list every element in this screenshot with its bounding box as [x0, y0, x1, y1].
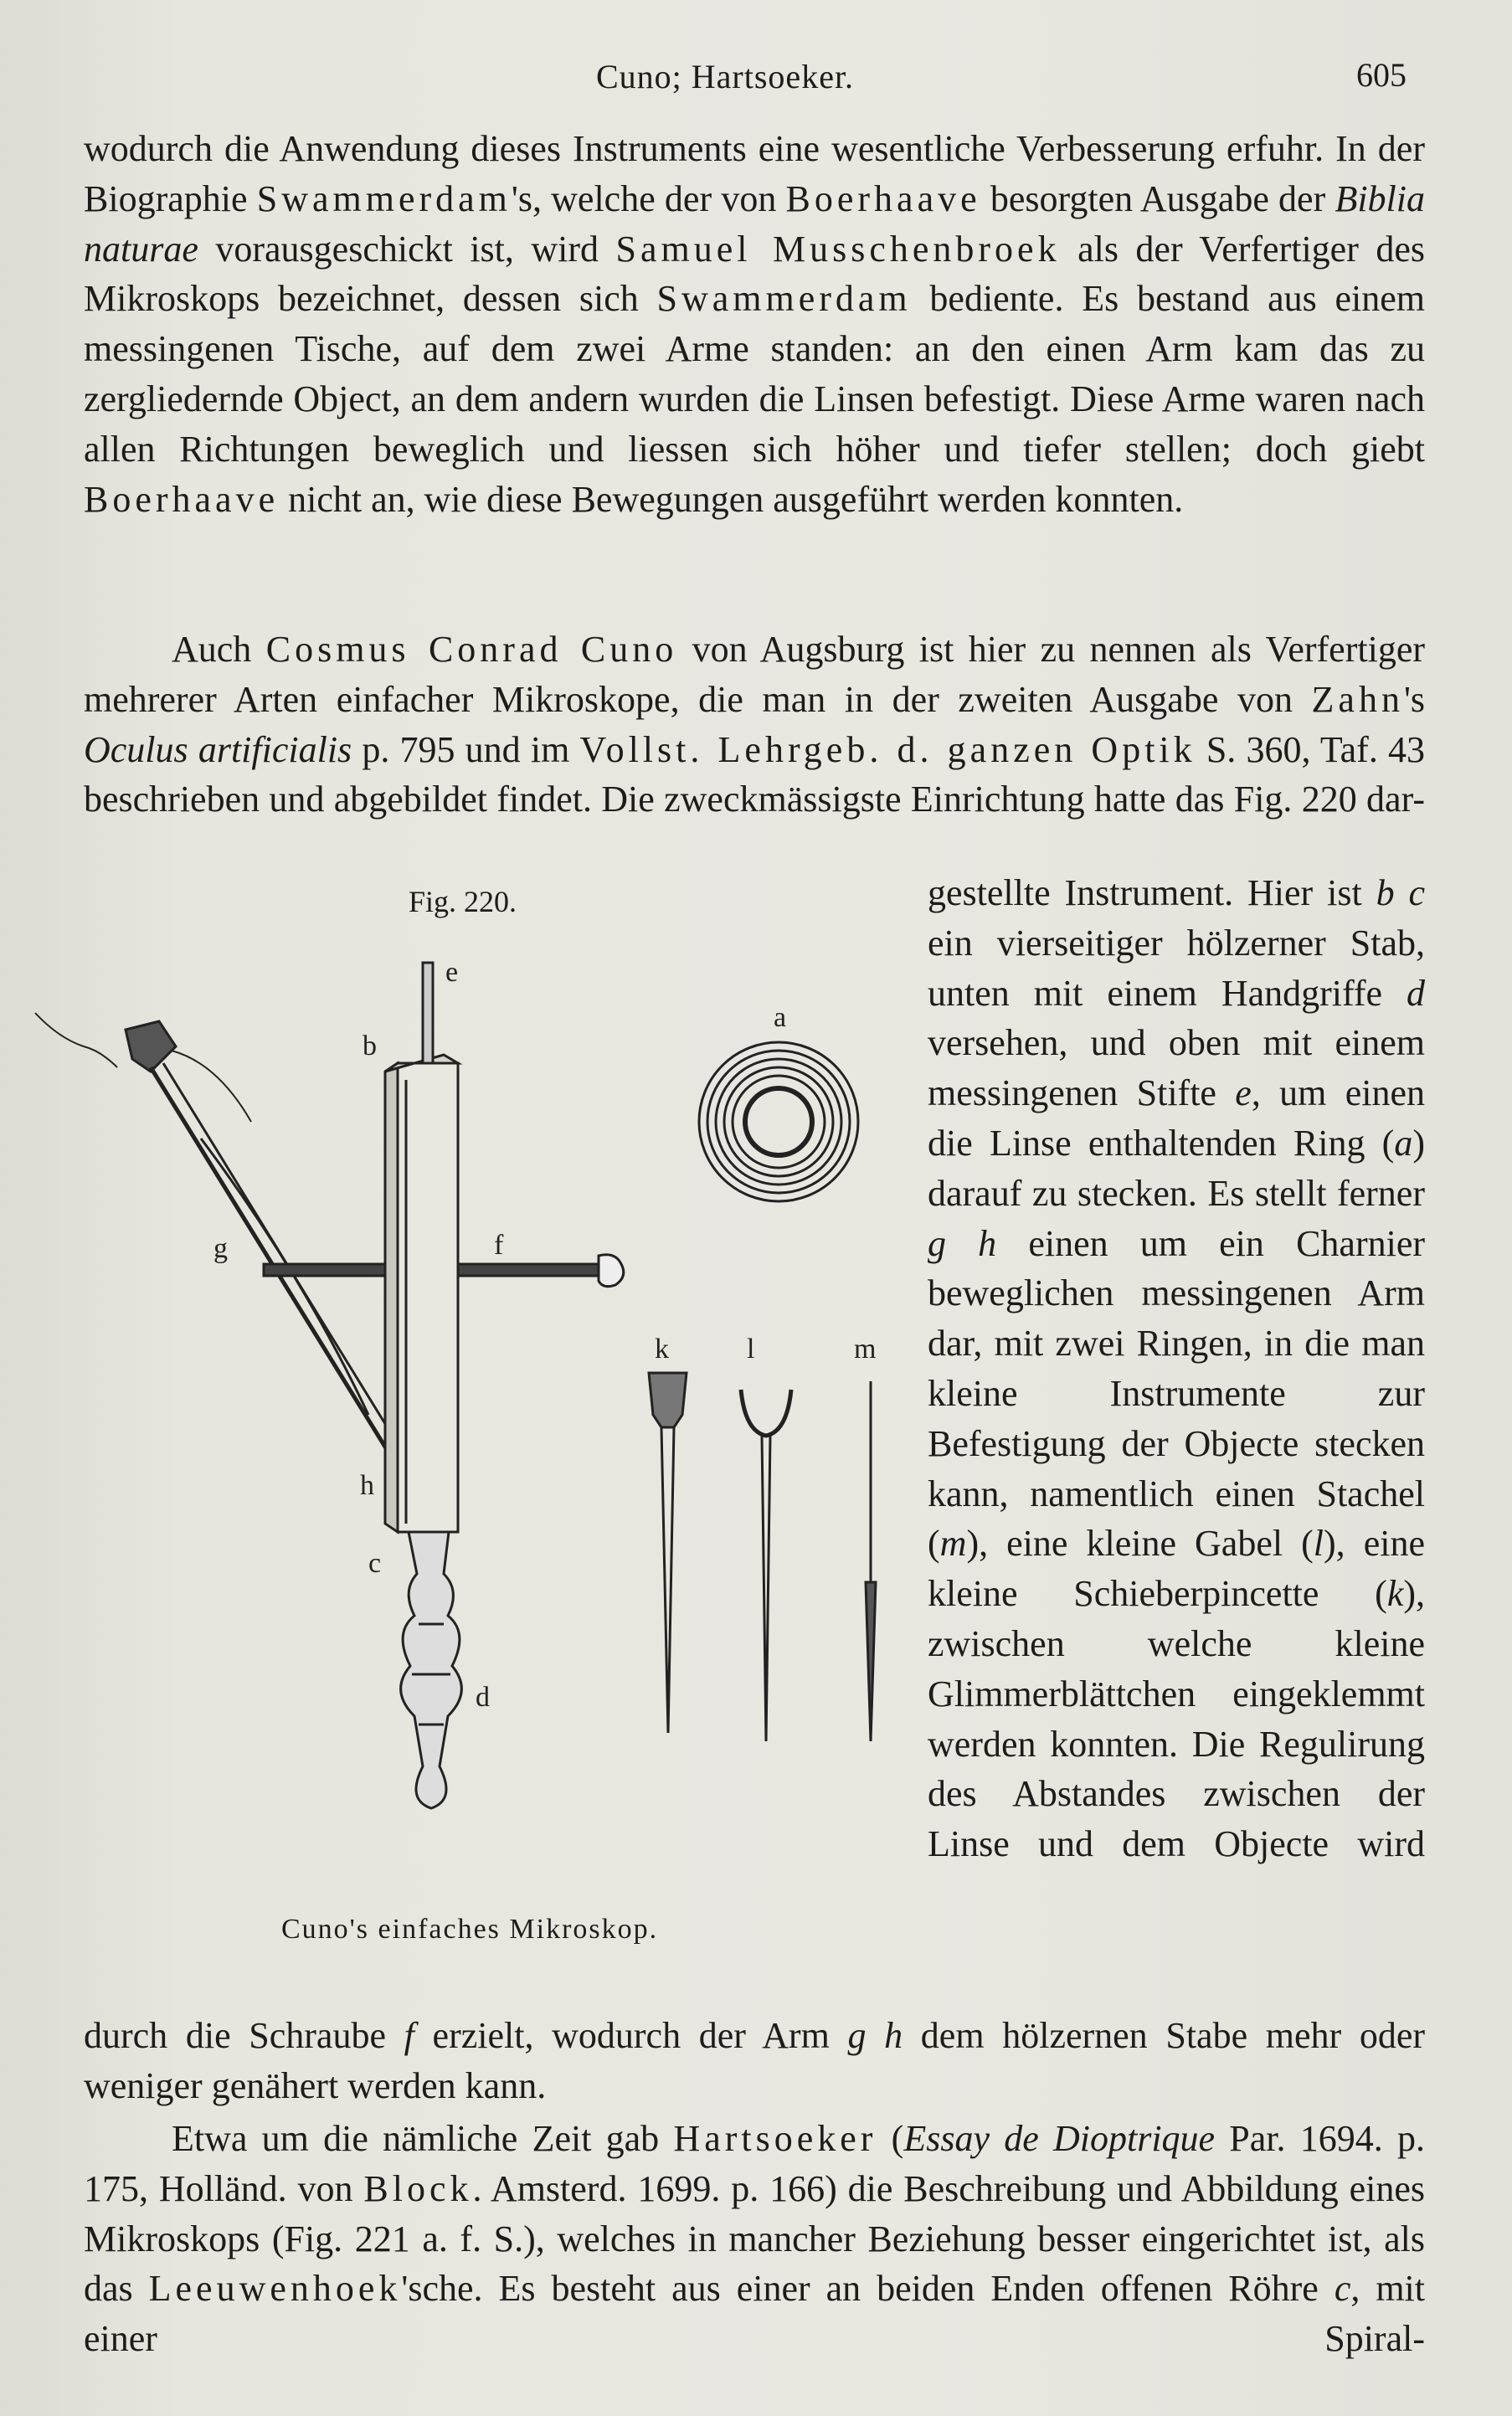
paragraph-2: Auch Cosmus Conrad Cuno von Augsburg ist hier zu nennen als Verfertiger mehrerer Arten einfacher Mikroskope, die man in der zweiten Ausgabe von Zahn's Oculus artificialis p. 795 und im Vollst. Lehrgeb. d. ganzen Optik S. 360, Taf. 43 beschrieben und abgebildet findet. Die zweckmässigste Einrichtung hatte das Fig. 220 dar- — [84, 629, 1425, 820]
clamp-edge-line — [172, 1051, 251, 1122]
book-title: Essay de Dioptrique — [903, 2118, 1216, 2159]
paragraph-3: durch die Schraube f erzielt, wodurch der Arm g h dem hölzernen Stabe mehr oder weniger genähert werden kann. — [84, 2015, 1426, 2106]
label-b: b — [363, 1031, 377, 1061]
pin-e — [423, 963, 433, 1063]
paragraph-4: Etwa um die nämliche Zeit gab Hartsoeker (Essay de Dioptrique Par. 1694. p. 175, Holländ. von Block. Amsterd. 1699. p. 166) die Beschreibung und Abbildung eines Mikroskops (Fig. 221 a. f. S.), welches in mancher Beziehung besser eingerichtet ist, als das Leeuwenhoek'sche. Es besteht aus einer an beiden Enden offenen Röhre c, mit einer Spiral- — [84, 2118, 1425, 2360]
book-title: Oculus artificialis — [84, 728, 352, 770]
label-d: d — [476, 1682, 490, 1713]
page-number: 605 — [1356, 56, 1407, 94]
wooden-staff-bc — [385, 1055, 458, 1532]
person-name: Samuel Musschenbroek — [615, 228, 1061, 270]
figure-title: Fig. 220. — [409, 885, 517, 918]
label-m: m — [854, 1334, 877, 1365]
label-a: a — [774, 1002, 787, 1033]
label-h: h — [360, 1470, 374, 1501]
person-name: Swammerdam — [656, 278, 912, 320]
person-name: Boerhaave — [84, 478, 280, 520]
label-k: k — [655, 1334, 669, 1365]
clamp-head — [126, 1021, 176, 1072]
handle-d — [401, 1532, 462, 1808]
person-name: Block — [363, 2167, 473, 2209]
person-name: Leeuwenhoek — [148, 2268, 402, 2310]
figure-caption: Cuno's einfaches Mikroskop. — [281, 1914, 659, 1945]
figure-side-text: gestellte Instrument. Hier ist b c ein vierseitiger hölzerner Stab, unten mit einem Handgriffe d versehen, und oben mit einem messingenen Stifte e, um einen die Linse enthaltenden Ring (a) darauf zu stecken. Es stellt ferner g h einen um ein Charnier beweglichen messingenen Arm dar, mit zwei Ringen, in die man kleine Instrumente zur Befestigung der Objecte stecken kann, namentlich einen Stachel (m), eine kleine Gabel (l), eine kleine Schieberpincette (k), zwischen welche kleine Glimmerblättchen eingeklemmt werden konnten. Die Regulirung des Abstandes zwischen der Linse und dem Objecte wird — [928, 872, 1426, 1865]
person-name: Cosmus Conrad Cuno — [265, 629, 678, 670]
figure-220-illustration — [25, 871, 913, 1976]
person-name: Hartsoeker — [673, 2118, 877, 2159]
book-title: Biblia naturae — [84, 177, 1425, 270]
person-name: Swammerdam — [256, 177, 512, 219]
pincette-k — [649, 1373, 687, 1733]
label-g: g — [213, 1233, 228, 1264]
label-c: c — [368, 1548, 382, 1579]
running-title: Cuno; Hartsoeker. — [596, 58, 855, 95]
book-title: Vollst. Lehrgeb. d. ganzen Optik — [579, 728, 1196, 770]
person-name: Boerhaave — [785, 177, 981, 219]
sting-m — [866, 1381, 876, 1741]
label-f: f — [494, 1230, 504, 1261]
page-header — [0, 52, 1512, 102]
label-l: l — [747, 1334, 755, 1365]
person-name: Zahn — [1311, 678, 1404, 720]
fork-l — [741, 1390, 791, 1741]
label-e: e — [445, 957, 459, 988]
lens-ring-a — [699, 1042, 858, 1201]
paragraph-1: wodurch die Anwendung dieses Instruments eine wesentliche Verbesserung erfuhr. In der Biographie Swammerdam's, welche der von Boerhaave besorgten Ausgabe der Biblia naturae vorausgeschickt ist, wird Samuel Musschenbroek als der Verfertiger des Mikroskops bezeichnet, dessen sich Swammerdam bediente. Es bestand aus einem messingenen Tische, auf dem zwei Arme standen: an den einen Arm kam das zu zergliedernde Object, an dem andern wurden die Linsen befestigt. Diese Arme waren nach allen Richtungen beweglich und liessen sich höher und tiefer stellen; doch giebt Boerhaave nicht an, wie diese Bewegungen ausgeführt werden konnten. — [84, 128, 1425, 520]
arm-gh — [151, 1067, 414, 1494]
jaw-edge-line — [35, 1013, 117, 1067]
